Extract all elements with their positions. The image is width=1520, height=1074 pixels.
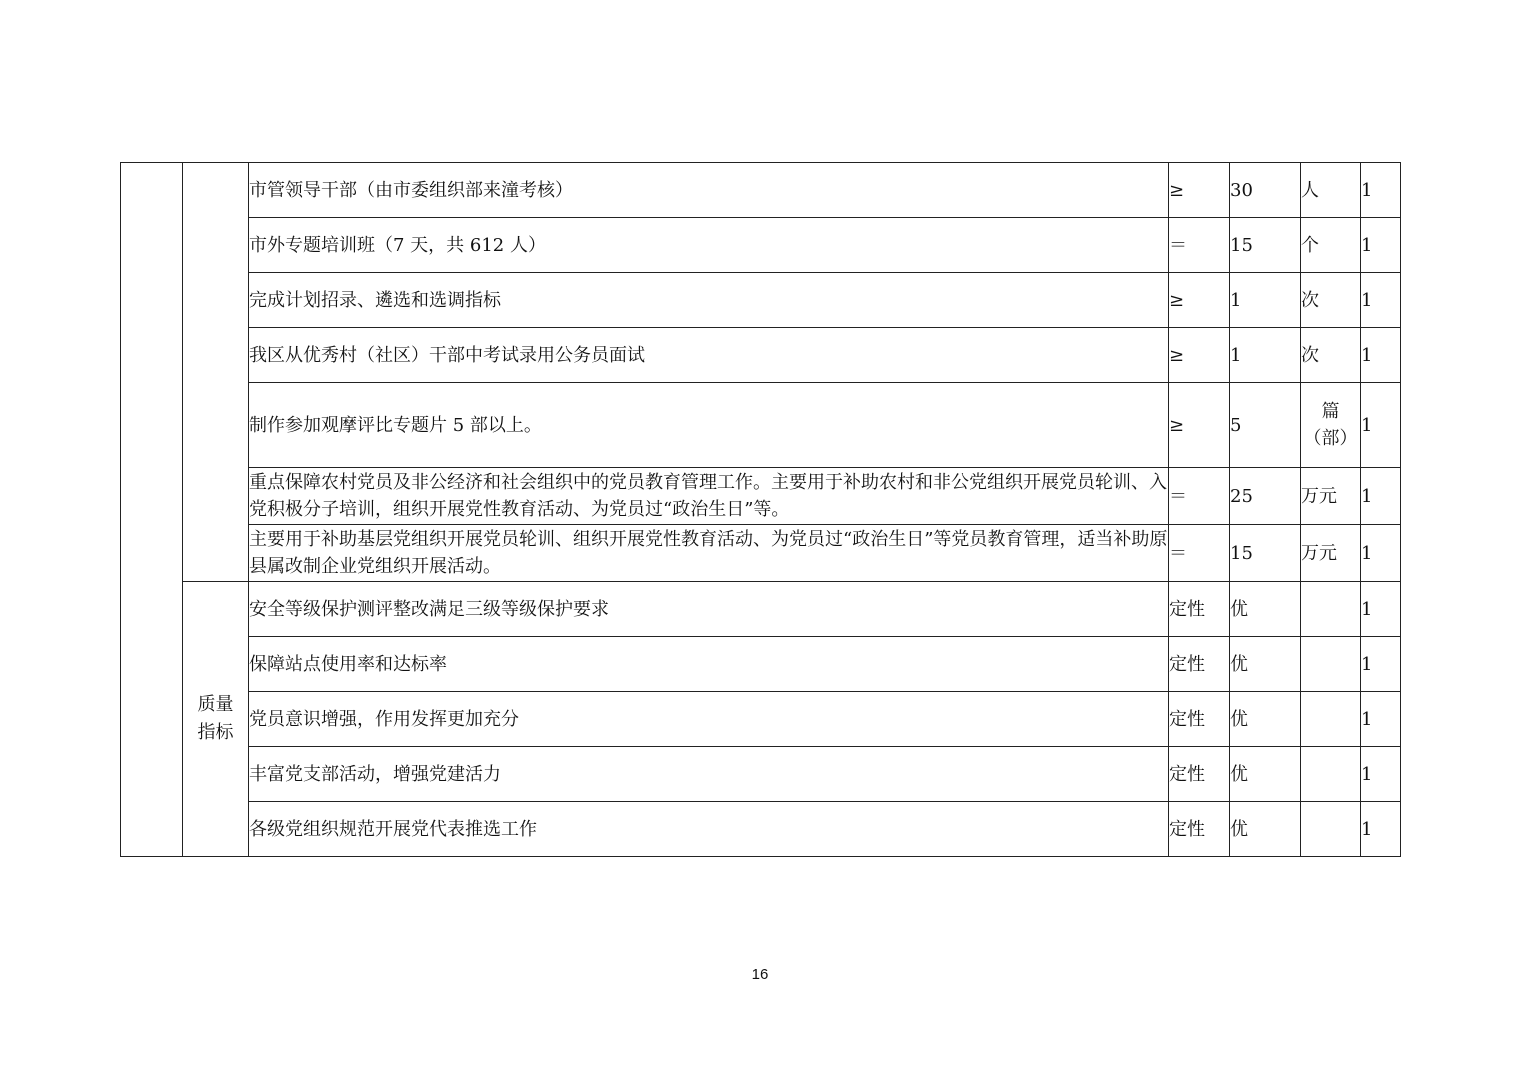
indicator-table bbox=[120, 162, 1401, 857]
indicator-operator: ≥ bbox=[1169, 163, 1230, 218]
indicator-value: 优 bbox=[1230, 802, 1301, 857]
indicator-operator: ≥ bbox=[1169, 383, 1230, 468]
table-row bbox=[121, 582, 1401, 637]
indicator-desc: 市管领导干部（由市委组织部来潼考核） bbox=[249, 163, 1169, 218]
quality-indicator-label-text: 质量指标 bbox=[197, 694, 234, 743]
indicator-value: 25 bbox=[1230, 468, 1301, 525]
indicator-operator: ＝ bbox=[1169, 218, 1230, 273]
indicator-desc: 保障站点使用率和达标率 bbox=[249, 637, 1169, 692]
indicator-value: 优 bbox=[1230, 637, 1301, 692]
indicator-desc: 市外专题培训班（7 天，共 612 人） bbox=[249, 218, 1169, 273]
indicator-score: 1 bbox=[1361, 582, 1401, 637]
table-row bbox=[121, 802, 1401, 857]
indicator-desc: 安全等级保护测评整改满足三级等级保护要求 bbox=[249, 582, 1169, 637]
table-row bbox=[121, 692, 1401, 747]
indicator-unit: 次 bbox=[1301, 328, 1361, 383]
table-row bbox=[121, 273, 1401, 328]
table-row bbox=[121, 383, 1401, 468]
indicator-score: 1 bbox=[1361, 692, 1401, 747]
indicator-score: 1 bbox=[1361, 273, 1401, 328]
indicator-operator: ≥ bbox=[1169, 328, 1230, 383]
table-row bbox=[121, 218, 1401, 273]
indicator-operator: ≥ bbox=[1169, 273, 1230, 328]
indicator-unit: 篇（部） bbox=[1301, 383, 1361, 468]
indicator-score: 1 bbox=[1361, 525, 1401, 582]
indicator-value: 5 bbox=[1230, 383, 1301, 468]
indicator-value: 15 bbox=[1230, 525, 1301, 582]
quality-indicator-label bbox=[183, 582, 249, 857]
indicator-value: 优 bbox=[1230, 582, 1301, 637]
indicator-operator: 定性 bbox=[1169, 802, 1230, 857]
page-number: 16 bbox=[751, 966, 769, 983]
indicator-desc: 主要用于补助基层党组织开展党员轮训、组织开展党性教育活动、为党员过“政治生日”等党员教育管理，适当补助原县属改制企业党组织开展活动。 bbox=[249, 525, 1169, 582]
indicator-desc: 各级党组织规范开展党代表推选工作 bbox=[249, 802, 1169, 857]
subcategory-cell bbox=[183, 163, 249, 582]
indicator-unit bbox=[1301, 637, 1361, 692]
indicator-score: 1 bbox=[1361, 328, 1401, 383]
indicator-operator: 定性 bbox=[1169, 747, 1230, 802]
indicator-unit bbox=[1301, 802, 1361, 857]
indicator-operator: ＝ bbox=[1169, 525, 1230, 582]
table-row bbox=[121, 328, 1401, 383]
indicator-value: 1 bbox=[1230, 273, 1301, 328]
table-row bbox=[121, 163, 1401, 218]
indicator-unit: 万元 bbox=[1301, 468, 1361, 525]
indicator-value: 1 bbox=[1230, 328, 1301, 383]
indicator-desc: 重点保障农村党员及非公经济和社会组织中的党员教育管理工作。主要用于补助农村和非公党组织开展党员轮训、入党积极分子培训，组织开展党性教育活动、为党员过“政治生日”等。 bbox=[249, 468, 1169, 525]
indicator-operator: ＝ bbox=[1169, 468, 1230, 525]
indicator-desc: 我区从优秀村（社区）干部中考试录用公务员面试 bbox=[249, 328, 1169, 383]
indicator-value: 优 bbox=[1230, 747, 1301, 802]
indicator-unit bbox=[1301, 692, 1361, 747]
table-row bbox=[121, 468, 1401, 525]
indicator-unit bbox=[1301, 582, 1361, 637]
indicator-unit: 万元 bbox=[1301, 525, 1361, 582]
indicator-desc: 制作参加观摩评比专题片 5 部以上。 bbox=[249, 383, 1169, 468]
indicator-score: 1 bbox=[1361, 468, 1401, 525]
indicator-operator: 定性 bbox=[1169, 692, 1230, 747]
indicator-score: 1 bbox=[1361, 637, 1401, 692]
indicator-value: 15 bbox=[1230, 218, 1301, 273]
table-row bbox=[121, 747, 1401, 802]
indicator-operator: 定性 bbox=[1169, 637, 1230, 692]
indicator-value: 优 bbox=[1230, 692, 1301, 747]
indicator-operator: 定性 bbox=[1169, 582, 1230, 637]
indicator-score: 1 bbox=[1361, 163, 1401, 218]
indicator-unit: 次 bbox=[1301, 273, 1361, 328]
indicator-score: 1 bbox=[1361, 802, 1401, 857]
category-cell bbox=[121, 163, 183, 857]
indicator-desc: 党员意识增强，作用发挥更加充分 bbox=[249, 692, 1169, 747]
table-row bbox=[121, 525, 1401, 582]
indicator-unit: 个 bbox=[1301, 218, 1361, 273]
indicator-score: 1 bbox=[1361, 383, 1401, 468]
indicator-score: 1 bbox=[1361, 747, 1401, 802]
indicator-score: 1 bbox=[1361, 218, 1401, 273]
indicator-unit bbox=[1301, 747, 1361, 802]
indicator-desc: 丰富党支部活动，增强党建活力 bbox=[249, 747, 1169, 802]
indicator-desc: 完成计划招录、遴选和选调指标 bbox=[249, 273, 1169, 328]
indicator-value: 30 bbox=[1230, 163, 1301, 218]
indicator-unit: 人 bbox=[1301, 163, 1361, 218]
table-row bbox=[121, 637, 1401, 692]
